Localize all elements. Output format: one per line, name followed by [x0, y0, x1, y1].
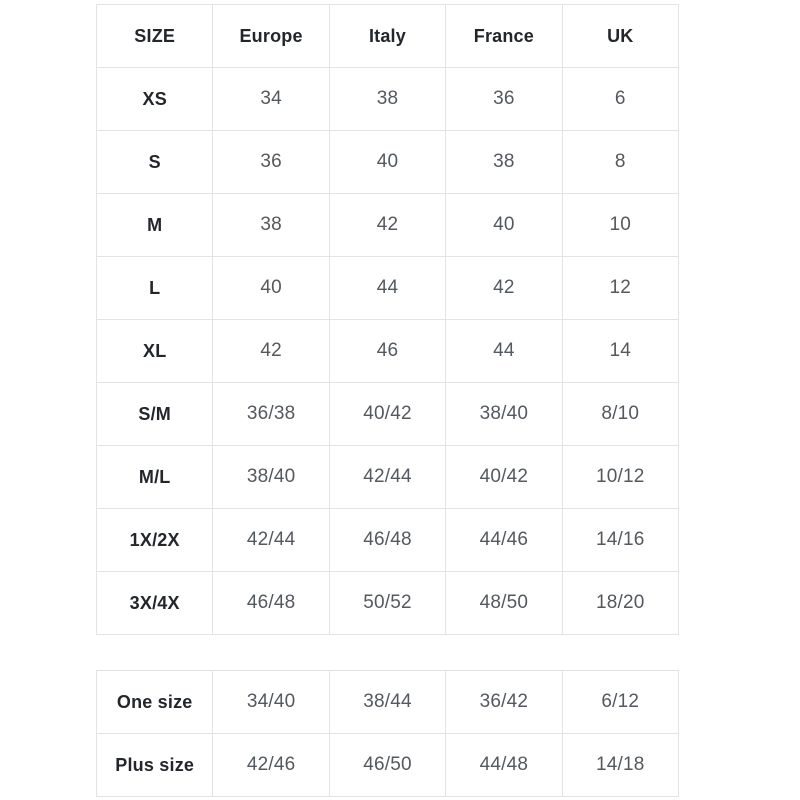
value-cell: 36/38 — [213, 383, 329, 446]
value-cell: 10 — [562, 194, 678, 257]
value-cell: 42 — [446, 257, 562, 320]
value-cell: 38 — [329, 68, 445, 131]
value-cell: 40/42 — [446, 446, 562, 509]
value-cell: 40 — [213, 257, 329, 320]
value-cell: 46 — [329, 320, 445, 383]
value-cell: 6/12 — [562, 671, 678, 734]
value-cell: 36/42 — [446, 671, 562, 734]
table-row — [97, 572, 679, 635]
size-conversion-table — [96, 4, 679, 635]
value-cell: 44 — [446, 320, 562, 383]
value-cell: 34/40 — [213, 671, 329, 734]
header-cell-uk: UK — [562, 5, 678, 68]
header-cell-france: France — [446, 5, 562, 68]
table-row — [97, 194, 679, 257]
value-cell: 40 — [446, 194, 562, 257]
value-cell: 12 — [562, 257, 678, 320]
value-cell: 48/50 — [446, 572, 562, 635]
value-cell: 44/46 — [446, 509, 562, 572]
value-cell: 14 — [562, 320, 678, 383]
value-cell: 42 — [213, 320, 329, 383]
size-label-cell: S — [97, 131, 213, 194]
value-cell: 42 — [329, 194, 445, 257]
special-sizes-table — [96, 670, 679, 797]
header-cell-europe: Europe — [213, 5, 329, 68]
value-cell: 6 — [562, 68, 678, 131]
size-label-cell: XL — [97, 320, 213, 383]
value-cell: 50/52 — [329, 572, 445, 635]
value-cell: 46/48 — [213, 572, 329, 635]
table-row — [97, 131, 679, 194]
value-cell: 42/44 — [329, 446, 445, 509]
table-row — [97, 509, 679, 572]
value-cell: 36 — [213, 131, 329, 194]
size-label-cell: S/M — [97, 383, 213, 446]
size-label-cell: 1X/2X — [97, 509, 213, 572]
size-label-cell: One size — [97, 671, 213, 734]
value-cell: 40/42 — [329, 383, 445, 446]
value-cell: 8/10 — [562, 383, 678, 446]
table-row — [97, 383, 679, 446]
value-cell: 42/46 — [213, 734, 329, 797]
table-row — [97, 68, 679, 131]
value-cell: 46/50 — [329, 734, 445, 797]
header-cell-italy: Italy — [329, 5, 445, 68]
size-label-cell: M/L — [97, 446, 213, 509]
table-row — [97, 257, 679, 320]
value-cell: 18/20 — [562, 572, 678, 635]
value-cell: 46/48 — [329, 509, 445, 572]
value-cell: 8 — [562, 131, 678, 194]
value-cell: 14/18 — [562, 734, 678, 797]
header-cell-size: SIZE — [97, 5, 213, 68]
size-label-cell: 3X/4X — [97, 572, 213, 635]
value-cell: 36 — [446, 68, 562, 131]
size-chart — [96, 4, 679, 797]
value-cell: 38/44 — [329, 671, 445, 734]
value-cell: 40 — [329, 131, 445, 194]
value-cell: 38 — [446, 131, 562, 194]
size-label-cell: M — [97, 194, 213, 257]
value-cell: 38 — [213, 194, 329, 257]
table-row — [97, 671, 679, 734]
value-cell: 38/40 — [213, 446, 329, 509]
value-cell: 10/12 — [562, 446, 678, 509]
size-label-cell: L — [97, 257, 213, 320]
value-cell: 34 — [213, 68, 329, 131]
value-cell: 14/16 — [562, 509, 678, 572]
size-label-cell: Plus size — [97, 734, 213, 797]
value-cell: 42/44 — [213, 509, 329, 572]
table-row — [97, 446, 679, 509]
table-row — [97, 320, 679, 383]
table-header-row — [97, 5, 679, 68]
table-row — [97, 734, 679, 797]
value-cell: 38/40 — [446, 383, 562, 446]
size-label-cell: XS — [97, 68, 213, 131]
value-cell: 44 — [329, 257, 445, 320]
value-cell: 44/48 — [446, 734, 562, 797]
